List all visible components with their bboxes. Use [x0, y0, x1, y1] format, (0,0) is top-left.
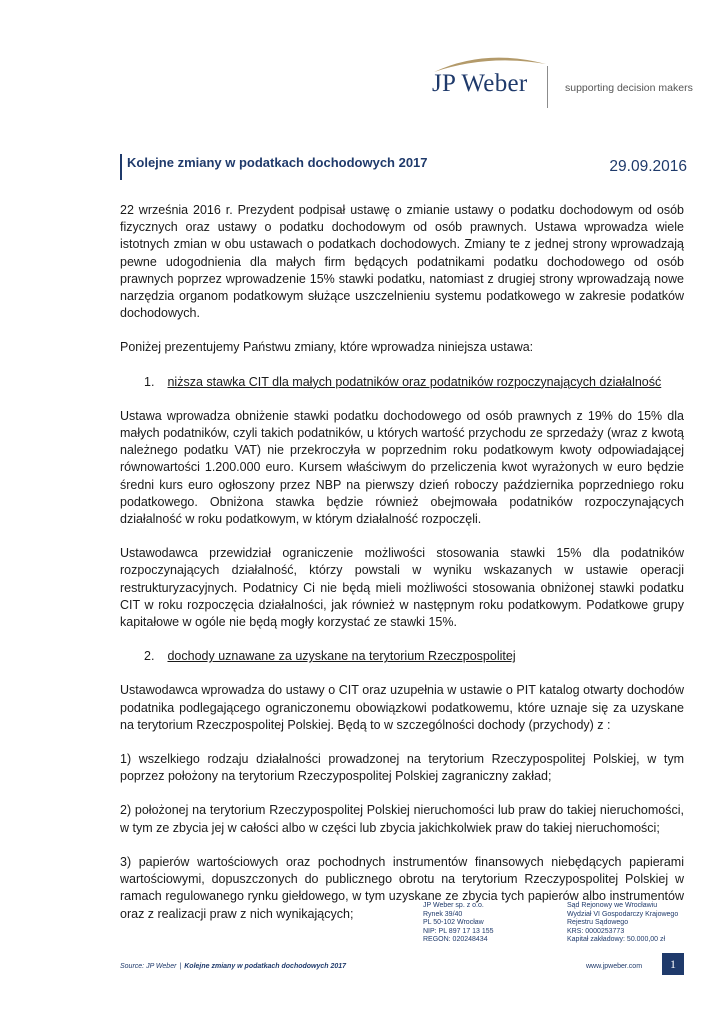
company-line: REGON: 020248434 — [423, 936, 488, 944]
section-2-title: dochody uznawane za uzyskane na terytorium Rzeczpospolitej — [167, 649, 516, 664]
company-tagline: supporting decision makers — [565, 82, 693, 94]
footer-document-title: Kolejne zmiany w podatkach dochodowych 2017 — [184, 963, 347, 970]
title-accent-bar — [120, 154, 122, 180]
footer-separator: | — [179, 963, 182, 970]
section-2-item-3: 3) papierów wartościowych oraz pochodnych instrumentów finansowych niebędących papierami wartościowymi, dopuszczonych do publicznego obrotu na terytorium Rzeczypospolitej Polskiej w ramach regulowanego rynku giełdowego, w tym uzyskane ze zbycia tych papierów albo instrumentów oraz z realizacji praw z nich wynikających; — [120, 854, 684, 921]
footer-source — [120, 963, 346, 970]
section-1-heading — [120, 374, 684, 391]
document-date: 29.09.2016 — [609, 158, 687, 175]
court-line: Wydział VI Gospodarczy Krajowego — [567, 910, 679, 918]
company-address-block — [423, 902, 494, 945]
document-title: Kolejne zmiany w podatkach dochodowych 2017 — [127, 155, 428, 170]
section-2-item-1: 1) wszelkiego rodzaju działalności prowadzonej na terytorium Rzeczypospolitej Polskiej, w tym poprzez położony na terytorium Rzeczypospolitej Polskiej zagraniczny zakład; — [120, 752, 684, 784]
court-line: Sąd Rejonowy we Wrocławiu — [567, 902, 658, 909]
company-line: NIP: PL 897 17 13 155 — [423, 927, 494, 935]
section-1-paragraph-1: Ustawa wprowadza obniżenie stawki podatku dochodowego od osób prawnych z 19% do 15% dla małych podatników, czyli takich podatników, u których wartość przychodu ze sprzedaży (wraz z kwotą należnego podatku VAT) nie przekroczyła w poprzednim roku podatkowym kwoty odpowiadającej równowartości 1.200.000 euro. Kursem właściwym do przeliczenia kwot wyrażonych w euro będzie średni kurs euro ogłoszony przez NBP na pierwszy dzień roboczy października poprzedniego roku podatkowego. Obniżona stawka będzie również obejmowała podatników rozpoczynających działalność w roku podatkowym, w którym działalność rozpoczęli. — [120, 408, 684, 527]
page-number: 1 — [662, 953, 684, 975]
document-body — [120, 200, 684, 940]
court-line: Rejestru Sądowego — [567, 919, 629, 927]
court-line: Kapitał zakładowy: 50.000,00 zł — [567, 936, 666, 944]
court-registration-block — [567, 902, 678, 945]
company-line: JP Weber sp. z o.o. — [423, 902, 484, 909]
section-1-title: niższa stawka CIT dla małych podatników oraz podatników rozpoczynających działalność — [167, 374, 662, 389]
footer-website-link[interactable]: www.jpweber.com — [586, 963, 643, 970]
section-2-paragraph-1: Ustawodawca wprowadza do ustawy o CIT oraz uzupełnia w ustawie o PIT katalog otwarty dochodów podatnika podlegającego ograniczonemu obowiązkowi podatkowemu, które uznaje się za uzyskane na terytorium Rzeczpospolitej Polskiej. Będą to w szczególności dochody (przychody) z : — [120, 683, 684, 732]
logo-text: JP Weber — [432, 70, 528, 97]
section-2-heading — [120, 648, 684, 665]
section-2-item-2: 2) położonej na terytorium Rzeczypospolitej Polskiej nieruchomości lub praw do takiej nieruchomości, w tym ze zbycia jej w całości albo w części lub zbycia jakichkolwiek praw do takiej nieruchomości; — [120, 803, 684, 835]
company-line: Rynek 39/40 — [423, 910, 463, 918]
intro-paragraph: 22 września 2016 r. Prezydent podpisał ustawę o zmianie ustawy o podatku dochodowym od osób fizycznych oraz ustawy o podatku dochodowym od osób prawnych. Ustawa wprowadza wiele istotnych zmian w obu ustawach o podatkach dochodowych. Zmiany te z jednej strony wprowadzają pewne udogodnienia dla małych firm będących podatnikami podatku dochodowego od osób prawnych poprzez wprowadzenie 15% stawki podatku, natomiast z drugiej strony wprowadzają nowe narzędzia organom podatkowym służące uszczelnieniu systemu podatkowego w zakresie podatków dochodowych. — [120, 203, 684, 321]
section-2-number: 2. — [144, 649, 155, 664]
lead-paragraph: Poniżej prezentujemy Państwu zmiany, które wprowadza niniejsza ustawa: — [120, 340, 534, 355]
footer-source-label: Source: JP Weber — [120, 963, 177, 970]
company-logo — [430, 52, 550, 112]
logo-divider — [547, 66, 548, 108]
section-1-paragraph-2: Ustawodawca przewidział ograniczenie możliwości stosowania stawki 15% dla podatników rozpoczynających działalność, którzy powstali w wyniku wskazanych w ustawie operacji restrukturyzacyjnych. Podatnicy Ci nie będą mieli możliwości stosowania obniżonej stawki podatku CIT w roku rozpoczęcia działalności, jak również w następnym roku podatkowym. Podatkowe grupy kapitałowe w ogóle nie będą mogły korzystać ze stawki 15%. — [120, 546, 684, 630]
company-line: PL 50-102 Wrocław — [423, 919, 484, 927]
court-line: KRS: 0000253773 — [567, 927, 625, 935]
section-1-number: 1. — [144, 374, 155, 389]
